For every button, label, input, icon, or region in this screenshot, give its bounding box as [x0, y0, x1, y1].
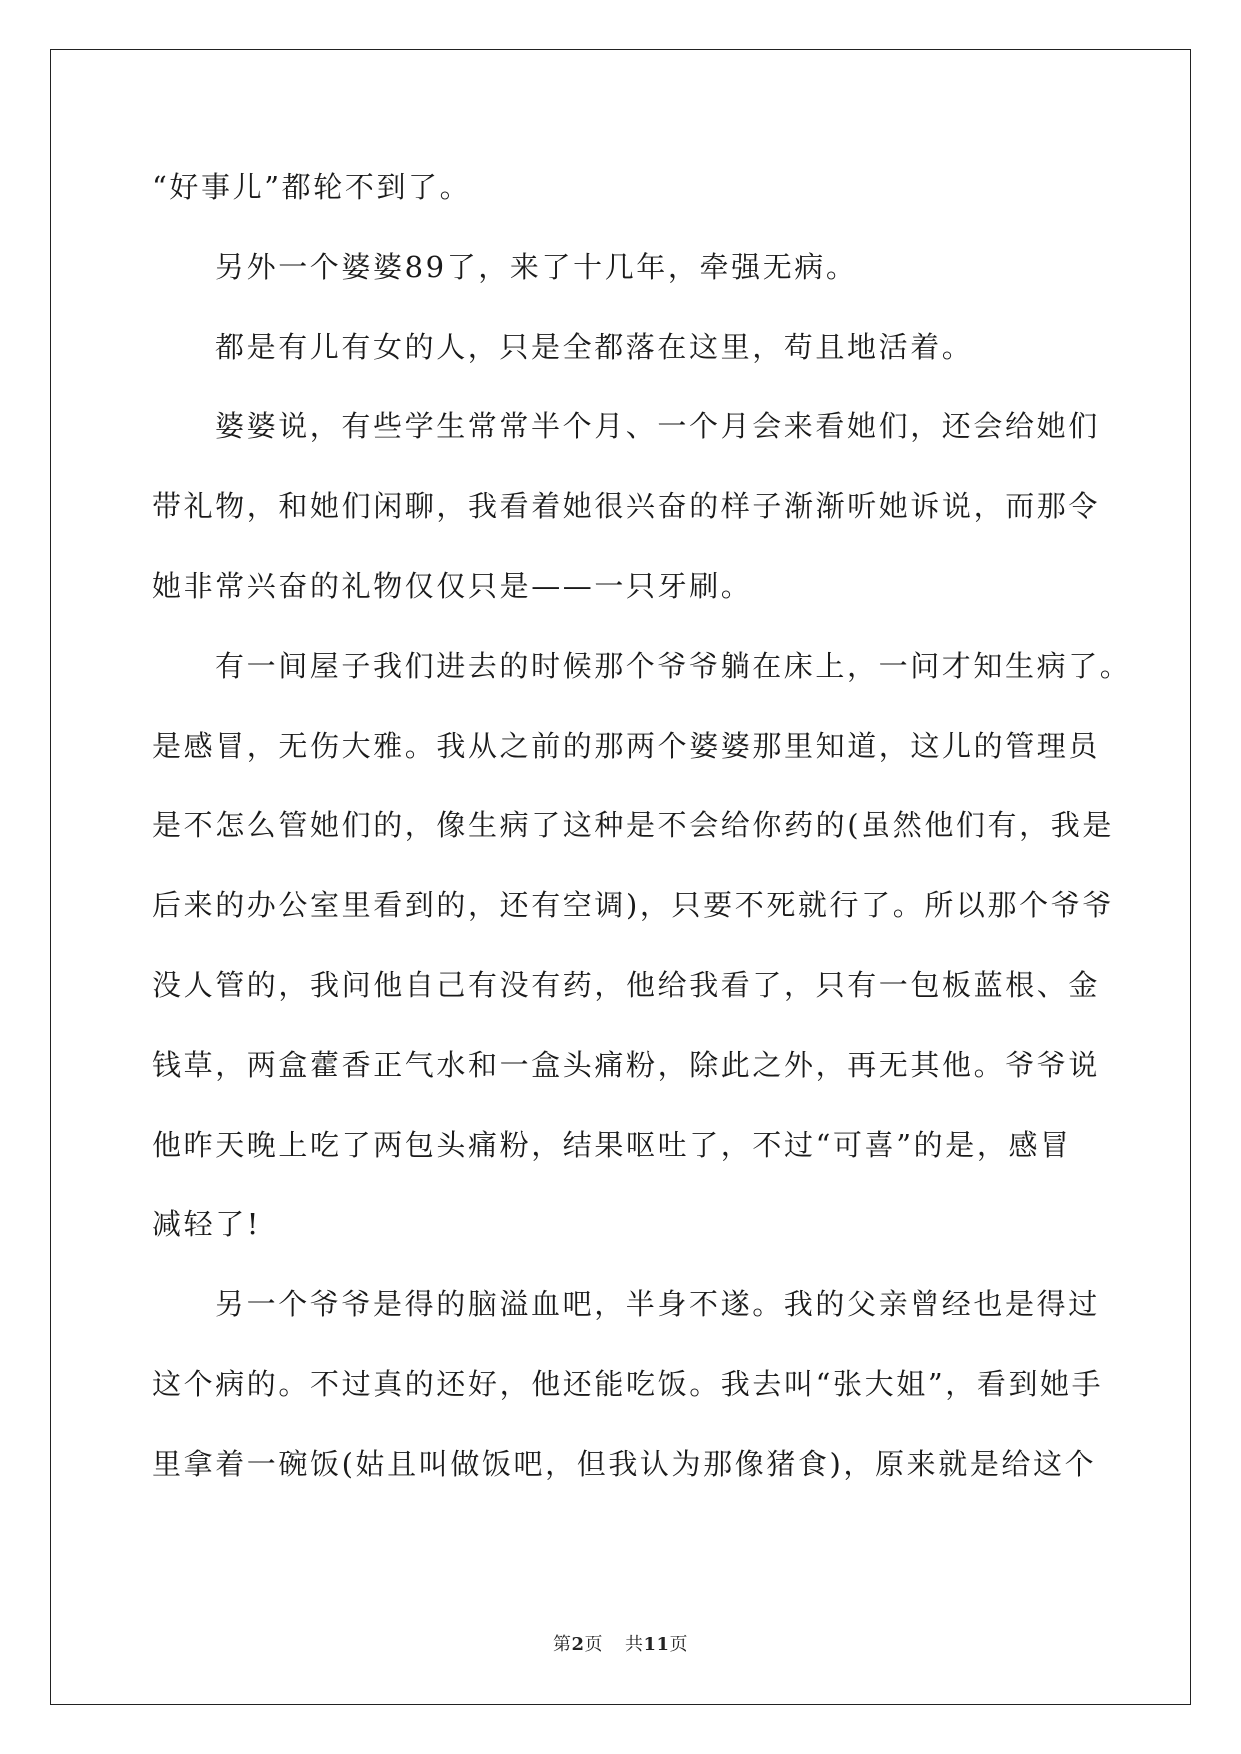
footer-total-suffix: 页: [669, 1634, 689, 1655]
document-body: [152, 160, 1132, 1517]
text-line-17: 里拿着一碗饭(姑且叫做饭吧，但我认为那像猪食)，原来就是给这个: [152, 1446, 1097, 1481]
text-line-16: 这个病的。不过真的还好，他还能吃饭。我去叫“张大姐”，看到她手: [152, 1366, 1104, 1401]
text-line-3: 都是有儿有女的人，只是全都落在这里，苟且地活着。: [215, 329, 974, 364]
text-line-5: 带礼物，和她们闲聊，我看着她很兴奋的样子渐渐听她诉说，而那令: [152, 489, 1101, 524]
page-footer: [0, 1630, 1241, 1656]
text-line-7: 有一间屋子我们进去的时候那个爷爷躺在床上，一问才知生病了。: [215, 648, 1132, 683]
text-line-1: “好事儿”都轮不到了。: [152, 170, 472, 204]
text-line-8: 是感冒，无伤大雅。我从之前的那两个婆婆那里知道，这儿的管理员: [152, 728, 1101, 763]
text-line-6: 她非常兴奋的礼物仅仅只是——一只牙刷。: [152, 568, 753, 603]
text-line-12: 钱草，两盒藿香正气水和一盒头痛粉，除此之外，再无其他。爷爷说: [152, 1047, 1101, 1082]
text-line-11: 没人管的，我问他自己有没有药，他给我看了，只有一包板蓝根、金: [152, 967, 1101, 1002]
text-line-2: 另外一个婆婆89了，来了十几年，牵强无病。: [215, 249, 858, 284]
current-page-number: 2: [571, 1634, 585, 1655]
footer-prefix: 第: [552, 1634, 572, 1655]
text-line-10: 后来的办公室里看到的，还有空调)，只要不死就行了。所以那个爷爷: [152, 888, 1114, 923]
text-line-13: 他昨天晚上吃了两包头痛粉，结果呕吐了，不过“可喜”的是，感冒: [152, 1127, 1072, 1162]
text-line-4: 婆婆说，有些学生常常半个月、一个月会来看她们，还会给她们: [215, 409, 1100, 444]
text-line-15: 另一个爷爷是得的脑溢血吧，半身不遂。我的父亲曾经也是得过: [215, 1287, 1100, 1322]
footer-total-prefix: 共: [624, 1634, 644, 1655]
text-line-14: 减轻了!: [152, 1207, 262, 1242]
text-line-9: 是不怎么管她们的，像生病了这种是不会给你药的(虽然他们有，我是: [152, 808, 1114, 843]
total-pages-number: 11: [643, 1634, 670, 1655]
footer-page-suffix: 页: [584, 1634, 603, 1655]
